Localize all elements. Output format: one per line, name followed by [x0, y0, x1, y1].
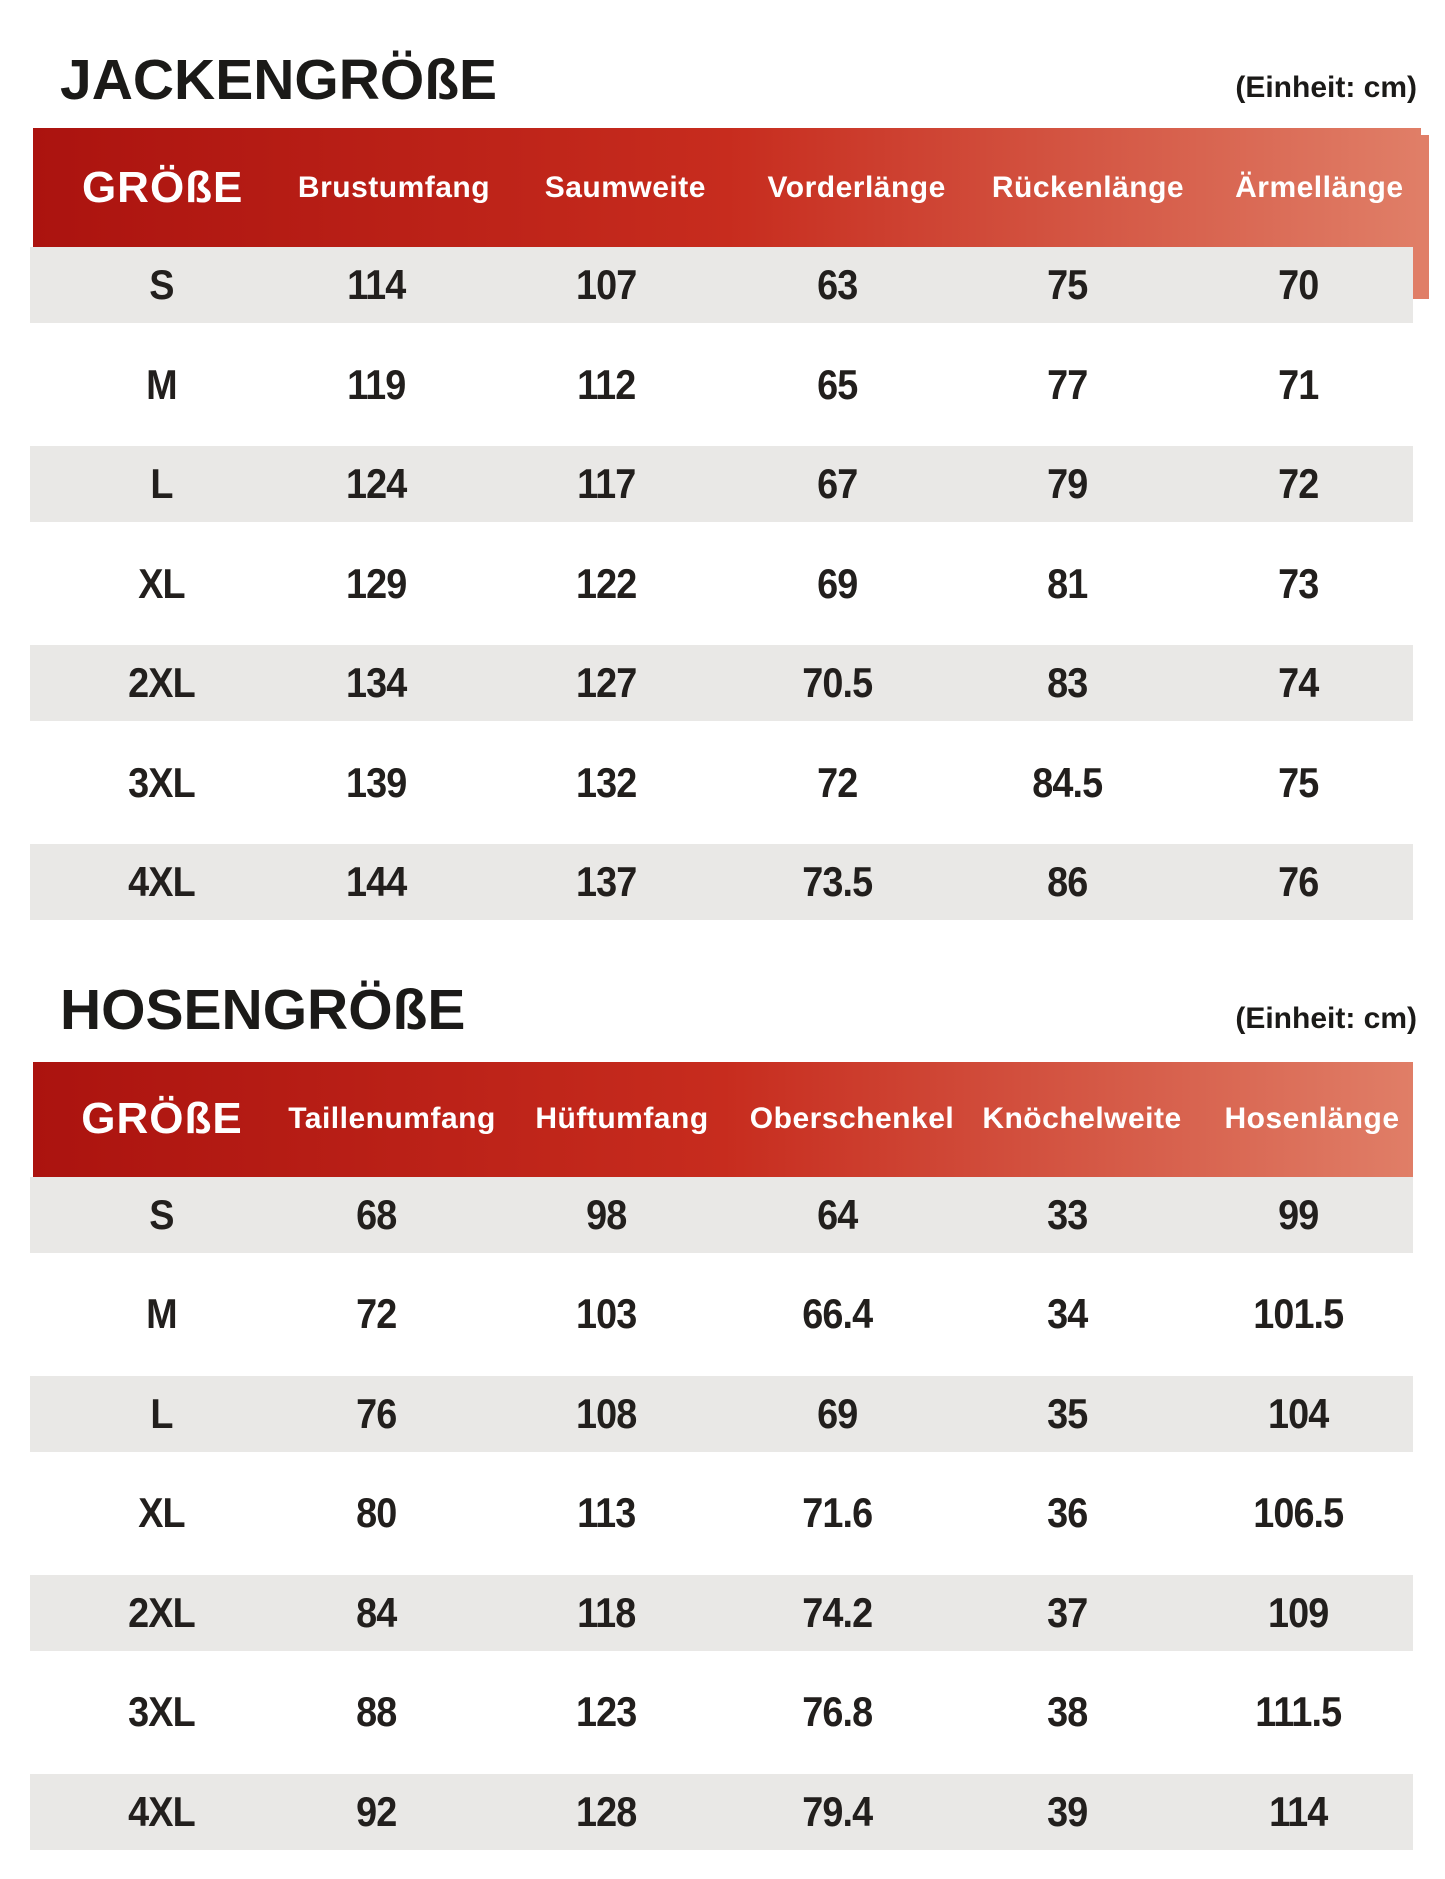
measurement-value: 84	[355, 1588, 396, 1636]
column-header: Rückenlänge	[991, 170, 1185, 204]
table-row	[30, 1575, 1413, 1651]
table-row	[30, 247, 1413, 323]
size-label: 2XL	[128, 659, 195, 707]
column-header: Taillenumfang	[288, 1102, 496, 1136]
size-label: L	[150, 1389, 173, 1437]
measurement-value: 76.8	[801, 1688, 872, 1736]
measurement-value: 72	[816, 758, 857, 806]
measurement-value: 71.6	[801, 1489, 872, 1537]
column-header: Saumweite	[544, 170, 706, 204]
size-label: 3XL	[128, 1688, 195, 1736]
measurement-value: 127	[576, 659, 637, 707]
measurement-value: 108	[576, 1389, 637, 1437]
measurement-value: 99	[1277, 1190, 1318, 1238]
measurement-value: 128	[576, 1787, 637, 1835]
measurement-value: 106.5	[1252, 1489, 1343, 1537]
measurement-value: 69	[816, 559, 857, 607]
column-header: Brustumfang	[297, 170, 491, 204]
table-row	[30, 323, 1413, 446]
measurement-value: 68	[355, 1190, 396, 1238]
pants-table-body	[30, 1177, 1413, 1850]
measurement-value: 65	[816, 360, 857, 408]
measurement-value: 63	[816, 261, 857, 309]
jacket-table-header-row	[33, 128, 1421, 247]
table-row	[30, 721, 1413, 844]
measurement-value: 117	[577, 460, 636, 508]
column-header-size: GRÖßE	[81, 162, 244, 212]
unit-label-pants: (Einheit: cm)	[1235, 1001, 1417, 1035]
pants-title-row	[0, 920, 1445, 1043]
measurement-value: 103	[576, 1290, 637, 1338]
measurement-value: 101.5	[1252, 1290, 1343, 1338]
table-row	[30, 844, 1413, 920]
column-header: Hüftumfang	[535, 1102, 709, 1136]
measurement-value: 119	[346, 360, 405, 408]
column-header: Ärmellänge	[1235, 170, 1404, 204]
measurement-value: 114	[1268, 1787, 1327, 1835]
page-title-jacket: JACKENGRÖßE	[60, 48, 498, 112]
measurement-value: 69	[816, 1389, 857, 1437]
measurement-value: 124	[345, 460, 406, 508]
measurement-value: 86	[1047, 858, 1088, 906]
size-label: M	[146, 360, 177, 408]
size-label: L	[150, 460, 173, 508]
column-header: Hosenlänge	[1224, 1102, 1400, 1136]
measurement-value: 137	[576, 858, 637, 906]
measurement-value: 112	[577, 360, 636, 408]
measurement-value: 72	[1277, 460, 1318, 508]
jacket-title-row	[0, 0, 1445, 112]
unit-label-jacket: (Einheit: cm)	[1235, 71, 1417, 105]
measurement-value: 104	[1267, 1389, 1328, 1437]
measurement-value: 72	[355, 1290, 396, 1338]
measurement-value: 84.5	[1032, 758, 1103, 806]
measurement-value: 36	[1047, 1489, 1088, 1537]
jacket-table-body	[30, 247, 1413, 920]
measurement-value: 76	[1277, 858, 1318, 906]
size-label: S	[149, 1190, 174, 1238]
measurement-value: 33	[1047, 1190, 1088, 1238]
table-row	[30, 1376, 1413, 1452]
measurement-value: 76	[355, 1389, 396, 1437]
measurement-value: 75	[1277, 758, 1318, 806]
pants-size-section	[0, 920, 1445, 1849]
measurement-value: 118	[577, 1588, 636, 1636]
measurement-value: 37	[1047, 1588, 1088, 1636]
measurement-value: 74.2	[801, 1588, 872, 1636]
table-row	[30, 1651, 1413, 1774]
measurement-value: 144	[345, 858, 406, 906]
measurement-value: 80	[355, 1489, 396, 1537]
size-label: 2XL	[128, 1588, 195, 1636]
page-title-pants: HOSENGRÖßE	[60, 978, 466, 1043]
measurement-value: 38	[1047, 1688, 1088, 1736]
column-header-size: GRÖßE	[81, 1094, 243, 1144]
table-row	[30, 1253, 1413, 1376]
size-label: M	[146, 1290, 177, 1338]
measurement-value: 83	[1047, 659, 1088, 707]
measurement-value: 92	[355, 1787, 396, 1835]
size-label: 4XL	[128, 1787, 195, 1835]
size-label: XL	[138, 1489, 185, 1537]
size-label: 4XL	[128, 858, 195, 906]
table-row	[30, 446, 1413, 522]
size-label: 3XL	[128, 758, 195, 806]
measurement-value: 67	[816, 460, 857, 508]
measurement-value: 79	[1047, 460, 1088, 508]
measurement-value: 70	[1277, 261, 1318, 309]
measurement-value: 109	[1267, 1588, 1328, 1636]
table-row	[30, 1452, 1413, 1575]
measurement-value: 107	[576, 261, 637, 309]
jacket-size-section	[0, 0, 1445, 920]
measurement-value: 88	[355, 1688, 396, 1736]
measurement-value: 123	[576, 1688, 637, 1736]
measurement-value: 64	[816, 1190, 857, 1238]
measurement-value: 122	[576, 559, 637, 607]
column-header: Vorderlänge	[767, 170, 946, 204]
measurement-value: 35	[1047, 1389, 1088, 1437]
pants-table-header-row	[33, 1062, 1413, 1177]
measurement-value: 75	[1047, 261, 1088, 309]
measurement-value: 129	[345, 559, 406, 607]
measurement-value: 98	[586, 1190, 627, 1238]
measurement-value: 66.4	[801, 1290, 872, 1338]
size-label: S	[149, 261, 174, 309]
measurement-value: 132	[576, 758, 637, 806]
measurement-value: 139	[345, 758, 406, 806]
measurement-value: 73	[1277, 559, 1318, 607]
column-header: Oberschenkel	[749, 1102, 955, 1136]
measurement-value: 134	[345, 659, 406, 707]
size-label: XL	[138, 559, 185, 607]
table-row	[30, 645, 1413, 721]
measurement-value: 77	[1047, 360, 1088, 408]
measurement-value: 114	[346, 261, 405, 309]
measurement-value: 34	[1047, 1290, 1088, 1338]
column-header: Knöchelweite	[982, 1102, 1182, 1136]
measurement-value: 73.5	[801, 858, 872, 906]
table-row	[30, 1177, 1413, 1253]
measurement-value: 79.4	[801, 1787, 872, 1835]
measurement-value: 74	[1277, 659, 1318, 707]
measurement-value: 111.5	[1254, 1688, 1341, 1736]
measurement-value: 113	[577, 1489, 636, 1537]
table-row	[30, 1774, 1413, 1850]
measurement-value: 81	[1047, 559, 1088, 607]
measurement-value: 71	[1277, 360, 1318, 408]
measurement-value: 39	[1047, 1787, 1088, 1835]
table-row	[30, 522, 1413, 645]
measurement-value: 70.5	[801, 659, 872, 707]
